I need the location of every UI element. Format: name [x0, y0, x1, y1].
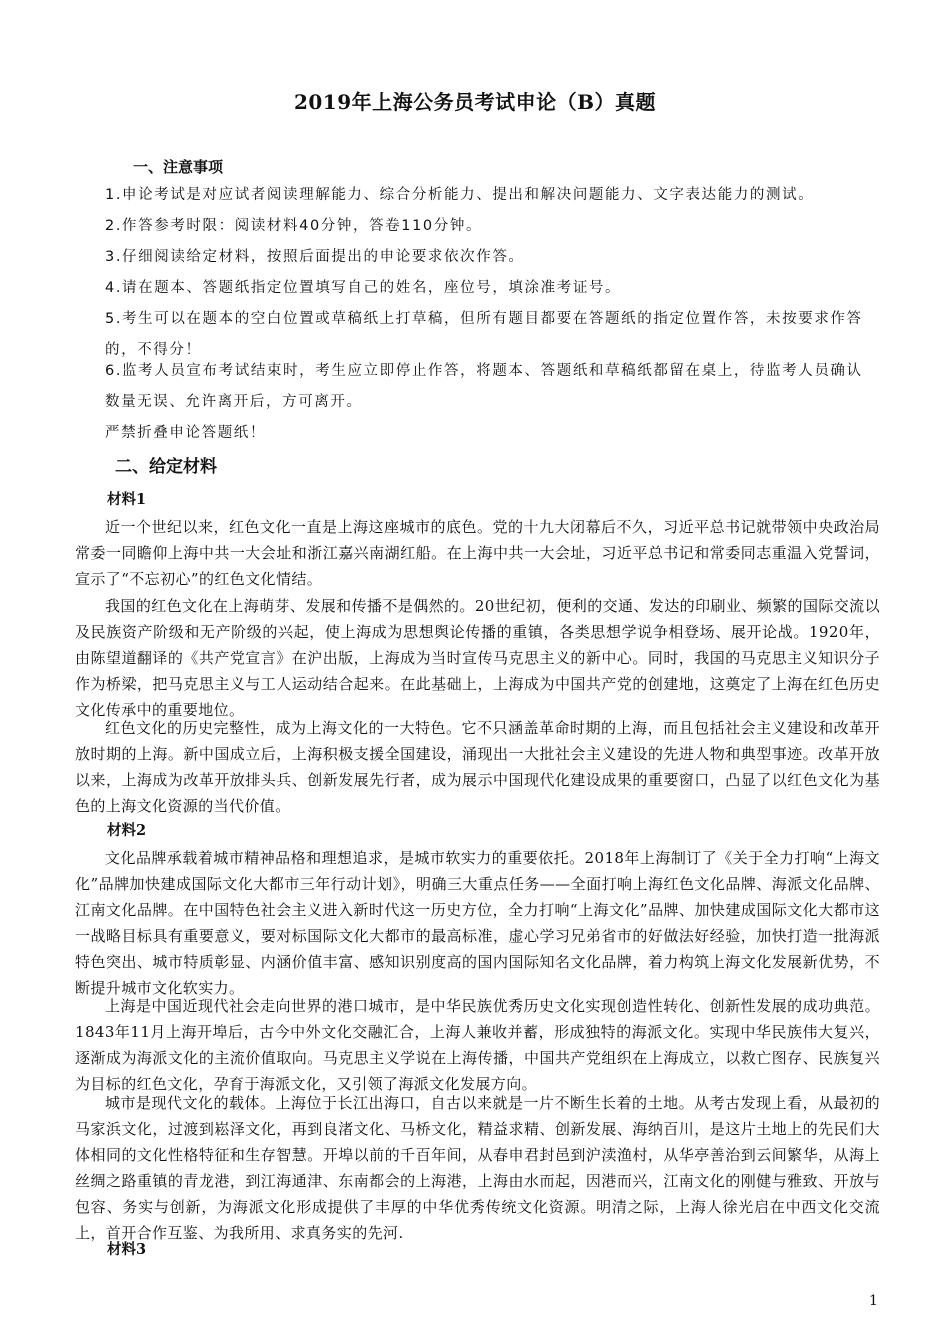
- notice-heading: 一、注意事项: [133, 158, 224, 176]
- material-paragraph: 文化品牌承载着城市精神品格和理想追求，是城市软实力的重要依托。2018年上海制订了《关于全力打响“上海文化”品牌加快建成国际文化大都市三年行动计划》，明确三大重点任务——全面打响上海红色文化品牌、海派文化品牌、江南文化品牌。在中国特色社会主义进入新时代这一历史方位，全力打响“上海文化”品牌、加快建成国际文化大都市这一战略目标具有重要意义，要对标国际文化大都市的最高标准，虚心学习兄弟省市的好做法好经验，加快打造一批海派特色突出、城市特质彰显、内涵价值丰富、感知识别度高的国内国际知名文化品牌，着力构筑上海文化发展新优势，不断提升城市文化软实力。: [75, 849, 880, 997]
- page-title: 2019年上海公务员考试申论（B）真题: [293, 90, 657, 114]
- notice-item: 6.监考人员宣布考试结束时，考生应立即停止作答，将题本、答题纸和草稿纸都留在桌上，待监考人员确认数量无误、允许离开后，方可离开。: [105, 363, 863, 410]
- notice-item: 4.请在题本、答题纸指定位置填写自己的姓名，座位号，填涂准考证号。: [105, 280, 622, 296]
- material-paragraph: 近一个世纪以来，红色文化一直是上海这座城市的底色。党的十九大闭幕后不久，习近平总书记就带领中央政治局常委一同瞻仰上海中共一大会址和浙江嘉兴南湖红船。在上海中共一大会址，习近平总书记和常委同志重温入党誓词，宣示了“不忘初心”的红色文化情结。: [75, 518, 880, 588]
- notice-item: 1.申论考试是对应试者阅读理解能力、综合分析能力、提出和解决问题能力、文字表达能力的测试。: [105, 187, 815, 203]
- notice-item: 2.作答参考时限：阅读材料40分钟，答卷110分钟。: [105, 218, 483, 234]
- material-paragraph: 我国的红色文化在上海萌芽、发展和传播不是偶然的。20世纪初，便利的交通、发达的印刷业、频繁的国际交流以及民族资产阶级和无产阶级的兴起，使上海成为思想舆论传播的重镇，各类思想学说争相登场、展开论战。1920年，由陈望道翻译的《共产党宣言》在沪出版，上海成为当时宣传马克思主义的新中心。同时，我国的马克思主义知识分子作为桥梁，把马克思主义与工人运动结合起来。在此基础上，上海成为中国共产党的创建地，这奠定了上海在红色历史文化传承中的重要地位。: [75, 597, 880, 719]
- material-label: 材料2: [107, 822, 147, 839]
- section-heading: 二、给定材料: [115, 457, 217, 477]
- notice-item: 3.仔细阅读给定材料，按照后面提出的申论要求依次作答。: [105, 249, 525, 265]
- material-paragraph: 上海是中国近现代社会走向世界的港口城市，是中华民族优秀历史文化实现创造性转化、创新性发展的成功典范。1843年11月上海开埠后，古今中外文化交融汇合，上海人兼收并蓄，形成独特的海派文化。实现中华民族伟大复兴，逐渐成为海派文化的主流价值取向。马克思主义学说在上海传播，中国共产党组织在上海成立，以救亡图存、民族复兴为目标的红色文化，孕育于海派文化，又引领了海派文化发展方向。: [75, 997, 880, 1093]
- material-paragraph: 红色文化的历史完整性，成为上海文化的一大特色。它不只涵盖革命时期的上海，而且包括社会主义建设和改革开放时期的上海。新中国成立后，上海积极支援全国建设，涌现出一大批社会主义建设的先进人物和典型事迹。改革开放以来，上海成为改革开放排头兵、创新发展先行者，成为展示中国现代化建设成果的重要窗口，凸显了以红色文化为基色的上海文化资源的当代价值。: [75, 719, 880, 815]
- material-label: 材料3: [107, 1241, 147, 1258]
- page-number: 1: [869, 1293, 878, 1309]
- material-label: 材料1: [107, 491, 147, 508]
- notice-item: 5.考生可以在题本的空白位置或草稿纸上打草稿，但所有题目都要在答题纸的指定位置作答，未按要求作答的，不得分！: [105, 311, 863, 358]
- notice-warning: 严禁折叠申论答题纸！: [105, 425, 266, 441]
- material-paragraph: 城市是现代文化的载体。上海位于长江出海口，自古以来就是一片不断生长着的土地。从考古发现上看，从最初的马家浜文化，过渡到崧泽文化，再到良渚文化、马桥文化，精益求精、创新发展、海纳百川，是这片土地上的先民们大体相同的文化性格特征和生存智慧。开埠以前的千百年间，从春申君封邑到沪渎渔村，从华亭善治到云间繁华，从海上丝绸之路重镇的青龙港，到江海通津、东南都会的上海港，上海由水而起，因港而兴，江南文化的刚健与雅致、开放与包容、务实与创新，为海派文化形成提供了丰厚的中华优秀传统文化资源。明清之际，上海人徐光启在中西文化交流上，首开合作互鉴、为我所用、求真务实的先河.: [75, 1094, 880, 1242]
